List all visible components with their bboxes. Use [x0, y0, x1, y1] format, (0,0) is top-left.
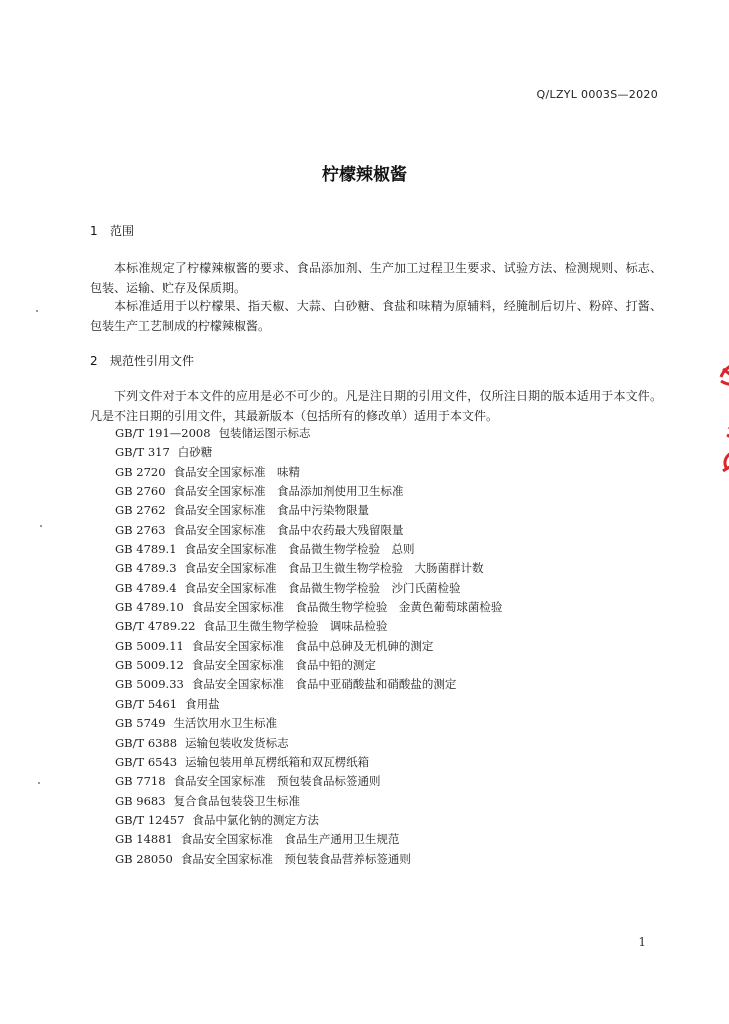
reference-title: 食品安全国家标准 食品中铅的测定: [191, 658, 376, 673]
reference-item: [115, 540, 675, 559]
reference-item: [115, 617, 675, 636]
reference-code: GB 4789.3: [115, 561, 177, 576]
reference-title: 食品安全国家标准 食品微生物学检验 金黄色葡萄球菌检验: [191, 600, 503, 615]
section-2-heading: [90, 352, 194, 369]
references-intro-paragraph: 下列文件对于本文件的应用是必不可少的。凡是注日期的引用文件，仅所注日期的版本适用于本文件。凡是不注日期的引用文件，其最新版本（包括所有的修改单）适用于本文件。: [90, 389, 662, 423]
reference-item: [115, 772, 675, 791]
standard-code: Q/LZYL 0003S—2020: [536, 88, 658, 101]
reference-code: GB/T 6543: [115, 754, 178, 769]
reference-code: GB/T 5461: [115, 696, 178, 711]
reference-code: GB 5749: [115, 716, 166, 731]
reference-item: [115, 850, 675, 869]
reference-item: [115, 579, 675, 598]
red-seal-stamp: [709, 355, 729, 485]
reference-list: [115, 424, 675, 869]
section-title: 规范性引用文件: [110, 354, 195, 368]
reference-item: [115, 656, 675, 675]
reference-item: [115, 482, 675, 501]
reference-item: [115, 753, 675, 772]
reference-item: [115, 559, 675, 578]
reference-title: 运输包装用单瓦楞纸箱和双瓦楞纸箱: [185, 754, 370, 769]
reference-code: GB 2762: [115, 503, 166, 518]
reference-item: [115, 501, 675, 520]
reference-title: 食品安全国家标准 食品中污染物限量: [173, 503, 370, 518]
reference-title: 食品安全国家标准 食品微生物学检验 沙门氏菌检验: [184, 580, 461, 595]
reference-title: 食品安全国家标准 食品中总砷及无机砷的测定: [191, 638, 434, 653]
reference-code: GB 4789.4: [115, 580, 177, 595]
reference-title: 食品安全国家标准 食品添加剂使用卫生标准: [173, 484, 404, 499]
scan-speck: [36, 310, 38, 312]
section-number: 1: [90, 224, 98, 238]
reference-title: 食品安全国家标准 食品卫生微生物学检验 大肠菌群计数: [184, 561, 484, 576]
reference-title: 食品安全国家标准 食品中农药最大残留限量: [173, 522, 404, 537]
reference-code: GB 5009.11: [115, 638, 184, 653]
reference-item: [115, 734, 675, 753]
reference-code: GB 28050: [115, 851, 173, 866]
reference-title: 食品安全国家标准 食品生产通用卫生规范: [180, 832, 400, 847]
reference-item: [115, 637, 675, 656]
reference-code: GB 5009.12: [115, 658, 184, 673]
reference-item: [115, 443, 675, 462]
reference-item: [115, 463, 675, 482]
reference-code: GB 2763: [115, 522, 166, 537]
reference-title: 食品安全国家标准 食品中亚硝酸盐和硝酸盐的测定: [191, 677, 457, 692]
page-number: 1: [638, 935, 646, 949]
reference-code: GB 2720: [115, 464, 166, 479]
reference-title: 白砂糖: [177, 445, 213, 460]
reference-title: 食品安全国家标准 食品微生物学检验 总则: [184, 542, 415, 557]
reference-title: 食品安全国家标准 预包装食品标签通则: [173, 774, 381, 789]
reference-code: GB 4789.1: [115, 542, 177, 557]
reference-title: 食品卫生微生物学检验 调味品检验: [203, 619, 388, 634]
reference-code: GB 2760: [115, 484, 166, 499]
document-title: 柠檬辣椒酱: [322, 165, 407, 185]
scan-speck: [38, 782, 40, 784]
reference-title: 食用盐: [185, 696, 220, 711]
reference-item: [115, 675, 675, 694]
reference-title: 食品安全国家标准 味精: [173, 464, 301, 479]
reference-item: [115, 811, 675, 830]
section-title: 范围: [110, 224, 135, 238]
reference-title: 运输包装收发货标志: [185, 735, 289, 750]
reference-item: [115, 714, 675, 733]
reference-code: GB 14881: [115, 832, 173, 847]
reference-code: GB/T 191—2008: [115, 426, 211, 440]
scope-paragraph-1: 本标准规定了柠檬辣椒酱的要求、食品添加剂、生产加工过程卫生要求、试验方法、检测规则、标志、包装、运输、贮存及保质期。: [90, 261, 662, 295]
reference-item: [115, 695, 675, 714]
reference-item: [115, 598, 675, 617]
reference-code: GB/T 4789.22: [115, 619, 196, 634]
reference-code: GB/T 12457: [115, 812, 185, 827]
reference-item: [115, 424, 675, 443]
reference-code: GB/T 317: [115, 445, 170, 460]
reference-code: GB 7718: [115, 774, 166, 789]
reference-code: GB/T 6388: [115, 735, 178, 750]
reference-title: 复合食品包装袋卫生标准: [173, 793, 301, 808]
reference-item: [115, 792, 675, 811]
reference-title: 食品中氯化钠的测定方法: [192, 812, 319, 827]
reference-title: 包装储运图示标志: [218, 426, 311, 440]
reference-code: GB 5009.33: [115, 677, 184, 692]
reference-title: 生活饮用水卫生标准: [173, 716, 278, 731]
section-1-heading: [90, 222, 134, 239]
reference-item: [115, 521, 675, 540]
section-number: 2: [90, 354, 98, 368]
reference-code: GB 4789.10: [115, 600, 184, 615]
scope-paragraph-2: 本标准适用于以柠檬果、指天椒、大蒜、白砂糖、食盐和味精为原辅料，经腌制后切片、粉碎、打酱、包装生产工艺制成的柠檬辣椒酱。: [90, 299, 662, 333]
reference-code: GB 9683: [115, 793, 166, 808]
reference-title: 食品安全国家标准 预包装食品营养标签通则: [180, 851, 411, 866]
scan-speck: [40, 525, 42, 527]
reference-item: [115, 830, 675, 849]
